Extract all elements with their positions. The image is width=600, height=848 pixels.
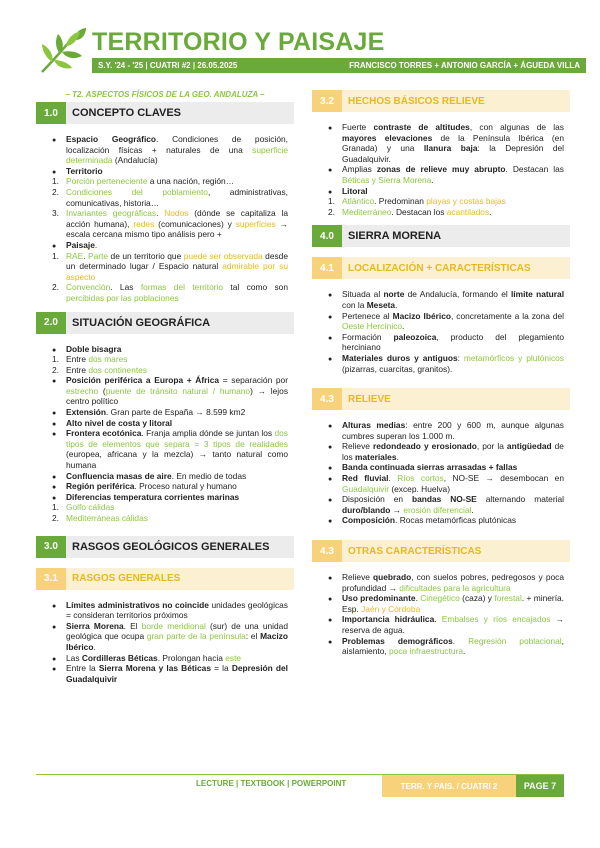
section-number: 3.0	[36, 536, 66, 558]
section-title: OTRAS CARACTERÍSTICAS	[342, 540, 570, 562]
list-item-text: Alturas medias: entre 200 y 600 m, aunque algunas cumbres superan los 1.000 m.	[342, 420, 564, 441]
list-item-text: Territorio	[66, 165, 103, 176]
list-item-text: Las Cordilleras Béticas. Prolongan hacia este	[66, 652, 242, 663]
list-number: 2.	[52, 186, 59, 197]
list-item-text: Problemas demográficos. Regresión poblacional, aislamiento, poca infraestructura.	[342, 635, 564, 657]
list-item-text: Extensión. Gran parte de España → 8.599 km2	[66, 407, 246, 418]
subsection-rasgos-generales	[36, 568, 294, 590]
list-item	[52, 134, 288, 166]
list-item	[328, 353, 564, 374]
list-item-text: Litoral	[342, 185, 368, 196]
list-situacion-geografica	[36, 344, 294, 524]
list-item	[328, 420, 564, 441]
list-item-text: Situada al norte de Andalucía, formando el límite natural con la Meseta.	[342, 289, 565, 310]
list-concepto-claves	[36, 134, 294, 304]
list-number: 2.	[52, 513, 59, 523]
list-item	[52, 428, 288, 470]
list-item-text: Red fluvial. Ríos cortos, NO-SE → desembocan en Guadalquivir (excep. Huelva)	[342, 473, 565, 494]
list-item	[52, 208, 288, 240]
list-item	[52, 176, 288, 187]
bullet-icon	[52, 428, 64, 441]
bullet-icon	[328, 494, 340, 507]
section-sierra-morena	[312, 225, 570, 247]
subsection-localizacion	[312, 257, 570, 279]
bullet-icon	[328, 164, 340, 177]
list-item-text: Diferencias temperatura corrientes marinas	[66, 491, 240, 502]
list-item	[328, 196, 564, 207]
list-item	[328, 494, 564, 515]
section-number: 4.0	[312, 225, 342, 247]
list-item-text: Convención. Las formas del territorio tal como son percibidas por las poblaciones	[66, 282, 288, 303]
list-item	[328, 164, 564, 185]
list-item-text: Frontera ecotónica. Franja amplia dónde se juntan los dos tipos de elementos que separa = 3 tipos de realidades (europea, africana y la mezcla) → tanto natural como humana	[66, 428, 288, 471]
list-item	[328, 462, 564, 473]
page-number: PAGE 7	[516, 775, 564, 797]
footer-course-badge: TERR. Y PAIS. / CUATRI 2	[382, 775, 516, 797]
list-item-text: Confluencia masas de aire. En medio de todas	[66, 470, 247, 481]
subsection-relieve	[312, 388, 570, 410]
bullet-icon	[52, 621, 64, 634]
list-item	[52, 365, 288, 376]
bullet-icon	[52, 375, 64, 388]
bullet-icon	[52, 134, 64, 147]
list-localizacion	[312, 289, 570, 374]
list-item-text: Condiciones del poblamiento, administrativas, comunicativas, historia…	[66, 186, 288, 208]
list-item	[328, 636, 564, 657]
bullet-icon	[328, 636, 340, 649]
list-item-text: Alto nivel de costa y litoral	[66, 417, 173, 428]
list-item	[328, 289, 564, 310]
list-item	[328, 473, 564, 494]
list-item-text: Invariantes geográficas. Nodos (dónde se capitaliza la acción humana), redes (comunicaciones) y superficies → escala cercana mismo tipo análisis pero +	[66, 208, 289, 240]
list-item-text: Porción perteneciente a una nación, región…	[66, 176, 235, 187]
list-item-text: Sierra Morena. El borde meridional (sur) de una unidad geológica que ocupa gran parte de la península: el Macizo Ibérico.	[66, 620, 288, 652]
list-item	[328, 614, 564, 635]
bullet-icon	[328, 311, 340, 324]
list-item	[328, 186, 564, 197]
list-item-text: Composición. Rocas metamórficas plutónicas	[342, 515, 517, 526]
list-number: 3.	[52, 208, 59, 219]
bullet-icon	[328, 593, 340, 606]
lesson-title: – T2. ASPECTOS FÍSICOS DE LA GEO. ANDALUZA –	[65, 90, 265, 99]
authors: FRANCISCO TORRES + ANTONIO GARCÍA + ÁGUEDA VILLA	[349, 61, 580, 70]
section-number: 4.3	[312, 388, 342, 410]
list-item	[52, 166, 288, 177]
list-item	[52, 502, 288, 513]
section-number: 3.1	[36, 568, 66, 590]
section-title: LOCALIZACIÓN + CARACTERÍSTICAS	[342, 257, 570, 279]
section-title: SIERRA MORENA	[342, 225, 570, 247]
leaf-branch-icon	[36, 26, 88, 76]
section-number: 2.0	[36, 312, 66, 334]
list-item	[52, 407, 288, 418]
list-item	[52, 187, 288, 208]
list-item-text: Espacio Geográfico. Condiciones de posición, localización físicas + naturales de una superficie determinada (Andalucía)	[66, 134, 288, 166]
list-item-text: Formación paleozoica, producto del plegamiento herciniano	[342, 331, 564, 353]
list-number: 1.	[328, 196, 335, 207]
bullet-icon	[328, 614, 340, 627]
list-item	[328, 572, 564, 593]
section-rasgos-geologicos	[36, 536, 294, 558]
list-item-text: Atlántico. Predominan playas y costas bajas	[342, 196, 506, 207]
list-item	[52, 282, 288, 303]
list-item	[328, 207, 564, 218]
list-item	[52, 513, 288, 524]
list-item	[52, 251, 288, 283]
bullet-icon	[328, 473, 340, 486]
bullet-icon	[328, 332, 340, 345]
list-item-text: Entre dos continentes	[66, 364, 148, 375]
list-item-text: RAE. Parte de un territorio que puede ser observada desde un determinado lugar / Espacio natural admirable por su aspecto	[66, 250, 289, 282]
list-item	[328, 332, 564, 353]
header-meta-bar	[92, 58, 586, 73]
list-item	[52, 344, 288, 355]
list-item-text: Banda continuada sierras arrasadas + fallas	[342, 462, 518, 473]
bullet-icon	[328, 441, 340, 454]
list-number: 1.	[52, 354, 59, 365]
list-number: 1.	[52, 502, 59, 513]
section-number: 1.0	[36, 102, 66, 124]
list-item-text: Golfo cálidas	[66, 502, 115, 513]
course-meta: S.Y. '24 - '25 | CUATRI #2 | 26.05.2025	[98, 61, 238, 70]
bullet-icon	[52, 600, 64, 613]
list-number: 1.	[52, 176, 59, 187]
page-title: TERRITORIO Y PAISAJE	[92, 28, 385, 56]
list-item	[52, 481, 288, 492]
section-title: RASGOS GEOLÓGICOS GENERALES	[66, 536, 294, 558]
bullet-icon	[328, 515, 340, 528]
subsection-otras-caracteristicas	[312, 540, 570, 562]
bullet-icon	[52, 663, 64, 676]
list-item-text: Paisaje.	[66, 239, 98, 250]
list-item-text: Doble bisagra	[66, 343, 122, 354]
page-footer	[36, 774, 564, 796]
list-item-text: Límites administrativos no coincide unidades geológicas = consideran territorios próximos	[66, 599, 288, 621]
section-situacion-geografica	[36, 312, 294, 334]
list-item-text: Relieve redondeado y erosionado, por la antigüedad de los materiales.	[342, 441, 564, 462]
list-item-text: Entre dos mares	[66, 354, 128, 365]
list-item	[328, 593, 564, 614]
section-title: SITUACIÓN GEOGRÁFICA	[66, 312, 294, 334]
list-item	[52, 240, 288, 251]
list-item-text: Uso predominante. Cinegético (caza) y forestal. + minería. Esp. Jaén y Córdoba	[342, 593, 565, 614]
list-item-text: Relieve quebrado, con suelos pobres, pedregosos y poca profundidad → dificultades para la agricultura	[342, 572, 564, 593]
bullet-icon	[328, 289, 340, 302]
list-number: 2.	[52, 364, 59, 375]
list-item-text: Disposición en bandas NO-SE alternando material duro/blando → erosión diferencial.	[342, 494, 565, 515]
right-column	[312, 90, 570, 665]
bullet-icon	[328, 122, 340, 135]
list-item	[52, 375, 288, 407]
list-item-text: Mediterráneo. Destacan los acantilados.	[342, 206, 492, 217]
list-hechos-basicos	[312, 122, 570, 217]
section-concepto-claves	[36, 102, 294, 124]
list-item-text: Materiales duros y antiguos: metamórficos y plutónicos (pizarras, cuarcitas, granitos).	[342, 352, 564, 374]
section-number: 3.2	[312, 90, 342, 112]
bullet-icon	[328, 420, 340, 433]
left-column	[36, 90, 294, 692]
list-number: 1.	[52, 250, 59, 261]
section-number: 4.3	[312, 540, 342, 562]
list-item	[52, 663, 288, 684]
list-item-text: Entre la Sierra Morena y las Béticas = la Depresión del Guadalquivir	[66, 663, 289, 684]
list-item	[52, 418, 288, 429]
list-otras-caracteristicas	[312, 572, 570, 657]
list-number: 2.	[52, 282, 59, 293]
list-rasgos-generales	[36, 600, 294, 685]
section-title: CONCEPTO CLAVES	[66, 102, 294, 124]
list-item	[52, 492, 288, 503]
list-item	[52, 621, 288, 653]
list-item	[52, 354, 288, 365]
list-item-text: Región periférica. Proceso natural y humano	[66, 481, 237, 492]
section-title: RELIEVE	[342, 388, 570, 410]
section-title: HECHOS BÁSICOS RELIEVE	[342, 90, 570, 112]
list-item	[328, 515, 564, 526]
list-item-text: Posición periférica a Europa + África = separación por estrecho (puente de tránsito natural / humano) → lejos centro político	[66, 375, 289, 407]
bullet-icon	[328, 353, 340, 366]
list-item	[328, 311, 564, 332]
list-item-text: Importancia hidráulica. Embalses y ríos encajados → reserva de agua.	[342, 614, 565, 635]
footer-links[interactable]: LECTURE | TEXTBOOK | POWERPOINT	[196, 779, 347, 788]
bullet-icon	[328, 572, 340, 585]
page-header	[36, 26, 580, 76]
section-number: 4.1	[312, 257, 342, 279]
section-title: RASGOS GENERALES	[66, 568, 294, 590]
list-item-text: Amplias zonas de relieve muy abrupto. Destacan las Béticas y Sierra Morena.	[342, 164, 564, 185]
list-item-text: Pertenece al Macizo Ibérico, concretamente a la zona del Oeste Hercínico.	[342, 310, 564, 332]
list-number: 2.	[328, 206, 335, 217]
list-item-text: Fuerte contraste de altitudes, con algunas de las mayores elevaciones de la Península Ibérica (en Granada) y una llanura baja: la Depresión del Guadalquivir.	[342, 122, 564, 164]
list-item	[52, 471, 288, 482]
list-item	[52, 653, 288, 664]
list-relieve	[312, 420, 570, 526]
list-item-text: Mediterráneas cálidas	[66, 513, 148, 523]
list-item	[52, 600, 288, 621]
subsection-hechos-basicos	[312, 90, 570, 112]
list-item	[328, 441, 564, 462]
list-item	[328, 122, 564, 164]
